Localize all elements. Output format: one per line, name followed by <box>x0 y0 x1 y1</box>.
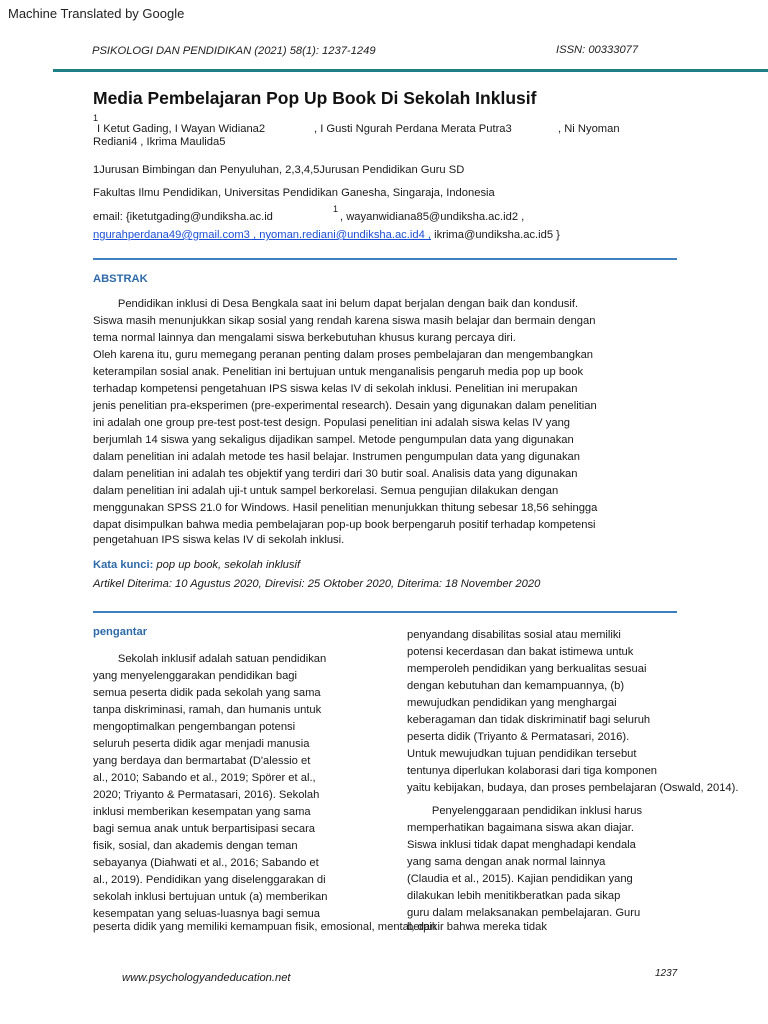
authors-line-1c <box>558 121 620 138</box>
keywords-label: Kata kunci: <box>93 559 154 571</box>
intro-right-line: mewujudkan pendidikan yang menghargai <box>407 697 617 709</box>
intro-heading: pengantar <box>93 626 148 638</box>
email-line-2 <box>93 227 560 244</box>
email-line-1b <box>340 209 524 226</box>
abstract-line: dalam penelitian ini adalah tes objektif yang terdiri dari 30 butir soal. Analisis data yang digunakan <box>93 468 578 480</box>
email-links[interactable]: ngurahperdana49@gmail.com3 , nyoman.rediani@undiksha.ac.id4 , <box>93 229 432 241</box>
abstract-line: tema normal lainnya dan mengalami siswa berkebutuhan khusus kurang percaya diri. <box>93 332 516 344</box>
abstract-top-rule <box>93 258 677 260</box>
authors-part-1: I Ketut Gading, I Wayan Widiana2 <box>97 123 266 135</box>
intro-left-line: al., 2010; Sabando et al., 2019; Spörer et al., <box>93 772 316 784</box>
intro-left-line: sebayanya (Diahwati et al., 2016; Sabando et <box>93 857 319 869</box>
email-sup <box>333 201 338 218</box>
intro-right-line: yaitu kebijakan, budaya, dan proses pembelajaran (Oswald, 2014). <box>407 782 739 794</box>
intro-right-line: memperoleh pendidikan yang berkualitas sesuai <box>407 663 647 675</box>
intro-left-line: yang berdaya dan bermartabat (D'alessio et <box>93 755 311 767</box>
authors-line-1b <box>314 121 512 138</box>
intro-right-line: tentunya diperlukan kolaborasi dari tiga komponen <box>407 765 658 777</box>
intro-left-line: 2020; Triyanto & Permatasari, 2016). Sekolah <box>93 789 320 801</box>
abstract-line: dalam penelitian ini adalah uji-t untuk sampel berkorelasi. Semua pengujian dilakukan dengan <box>93 485 559 497</box>
intro-left-line: sekolah inklusi bertujuan untuk (a) memberikan <box>93 891 328 903</box>
intro-right-line: memperhatikan bagaimana siswa akan diajar. <box>407 822 634 834</box>
intro-right-line: keberagaman dan tidak diskriminatif bagi seluruh <box>407 714 651 726</box>
intro-right-line: guru dalam melaksanakan pembelajaran. Guru <box>407 907 641 919</box>
issn: ISSN: 00333077 <box>556 44 639 56</box>
intro-left-line: kesempatan yang seluas-luasnya bagi semua <box>93 908 320 920</box>
authors-part-5: , Ikrima Maulida5 <box>140 136 226 148</box>
authors-part-4: Rediani4 <box>93 136 138 148</box>
intro-left-line: yang menyelenggarakan pendidikan bagi <box>93 670 298 682</box>
abstract-heading: ABSTRAK <box>93 273 148 285</box>
abstract-body <box>93 296 597 546</box>
abstract-line: Oleh karena itu, guru memegang peranan penting dalam proses pembelajaran dan mengembangkan <box>93 349 594 361</box>
intro-right-line: penyandang disabilitas sosial atau memiliki <box>407 629 621 641</box>
intro-right-line: Untuk mewujudkan tujuan pendidikan tersebut <box>407 748 637 760</box>
intro-left-line: semua peserta didik pada sekolah yang sama <box>93 687 321 699</box>
intro-left-line: inklusi memberikan kesempatan yang sama <box>93 806 311 818</box>
abstract-line: Pendidikan inklusi di Desa Bengkala saat ini belum dapat berjalan dengan baik dan kondusif. <box>93 298 579 310</box>
intro-left-line: fisik, sosial, dan akademis dengan teman <box>93 840 298 852</box>
authors-part-2: , I Gusti Ngurah Perdana Merata Putra3 <box>314 123 512 135</box>
paper-title: Media Pembelajaran Pop Up Book Di Sekolah Inklusif <box>93 88 537 108</box>
affiliation-line-2: Fakultas Ilmu Pendidikan, Universitas Pendidikan Ganesha, Singaraja, Indonesia <box>93 187 495 199</box>
intro-right-line: (Claudia et al., 2015). Kajian pendidikan yang <box>407 873 633 885</box>
abstract-line: dalam penelitian ini adalah metode tes hasil belajar. Instrumen pengumpulan data yang digunakan <box>93 451 580 463</box>
intro-right-line: Penyelenggaraan pendidikan inklusi harus <box>407 805 643 817</box>
intro-left-column <box>93 651 327 923</box>
intro-right-column <box>407 627 738 922</box>
intro-left-line: al., 2019). Pendidikan yang diselenggarakan di <box>93 874 326 886</box>
footer-url[interactable]: www.psychologyandeducation.net <box>122 972 291 984</box>
email-line-1 <box>93 209 273 226</box>
intro-left-last-line: peserta didik yang memiliki kemampuan fisik, emosional, mental, dan <box>93 921 437 933</box>
abstract-line: ini adalah one group pre-test post-test design. Populasi penelitian ini adalah siswa kelas IV yang <box>93 417 571 429</box>
abstract-line: keterampilan sosial anak. Penelitian ini bertujuan untuk menganalisis pengaruh media pop up book <box>93 366 584 378</box>
intro-left-line: mengoptimalkan pengembangan potensi <box>93 721 296 733</box>
email-rest-2: ikrima@undiksha.ac.id5 } <box>431 229 560 241</box>
intro-right-line: dilakukan lebih menitikberatkan pada sikap <box>407 890 621 902</box>
authors-line-2 <box>93 134 225 151</box>
abstract-line: terhadap kompetensi pengetahuan IPS siswa kelas IV di sekolah inklusi. Penelitian ini merupakan <box>93 383 578 395</box>
abstract-line: Siswa masih menunjukkan sikap sosial yang rendah karena siswa masih belajar dan bermain dengan <box>93 315 596 327</box>
keywords-value: pop up book, sekolah inklusif <box>153 559 301 571</box>
intro-right-line: yang sama dengan anak normal lainnya <box>407 856 606 868</box>
intro-right-line: dengan kebutuhan dan kemampuannya, (b) <box>407 680 625 692</box>
abstract-line: pengetahuan IPS siswa kelas IV di sekolah inklusi. <box>93 534 345 546</box>
email-rest-1: , wayanwidiana85@undiksha.ac.id2 , <box>340 211 525 223</box>
page-number: 1237 <box>655 968 678 979</box>
intro-left-line: Sekolah inklusif adalah satuan pendidikan <box>93 653 327 665</box>
abstract-line: berjumlah 14 siswa yang sekaligus dijadikan sampel. Metode pengumpulan data yang digunakan <box>93 434 574 446</box>
email-sup-1: 1 <box>333 204 339 214</box>
machine-translation-banner: Machine Translated by Google <box>8 6 185 21</box>
intro-left-line: seluruh peserta didik agar menjadi manusia <box>93 738 310 750</box>
abstract-line: menggunakan SPSS 21.0 for Windows. Hasil penelitian menunjukkan thitung sebesar 18,56 sehingga <box>93 502 598 514</box>
intro-left-line: tanpa diskriminasi, ramah, dan humanis untuk <box>93 704 322 716</box>
intro-right-last-line: berpikir bahwa mereka tidak <box>407 921 547 933</box>
authors-part-3: , Ni Nyoman <box>558 123 620 135</box>
abstract-line: dapat disimpulkan bahwa media pembelajaran pop-up book berpengaruh positif terhadap kompetensi <box>93 519 596 531</box>
author-sup-1: 1 <box>93 113 99 123</box>
intro-right-line: Siswa inklusi tidak dapat menghadapi kendala <box>407 839 636 851</box>
journal-citation: PSIKOLOGI DAN PENDIDIKAN (2021) 58(1): 1237-1249 <box>92 45 376 57</box>
abstract-line: jenis penelitian pra-eksperimen (pre-experimental research). Desain yang digunakan dalam penelitian <box>93 400 597 412</box>
keywords <box>93 557 300 574</box>
email-label: email: {iketutgading@undiksha.ac.id <box>93 211 273 223</box>
intro-top-rule <box>93 611 677 613</box>
affiliation-line-1: 1Jurusan Bimbingan dan Penyuluhan, 2,3,4,5Jurusan Pendidikan Guru SD <box>93 164 465 176</box>
intro-left-line: bagi semua anak untuk berpartisipasi secara <box>93 823 316 835</box>
intro-right-line: potensi kecerdasan dan bakat istimewa untuk <box>407 646 634 658</box>
intro-right-line: peserta didik (Triyanto & Permatasari, 2016). <box>407 731 630 743</box>
header-rule <box>53 69 768 72</box>
article-dates: Artikel Diterima: 10 Agustus 2020, Direvisi: 25 Oktober 2020, Diterima: 18 November 2020 <box>93 578 541 590</box>
